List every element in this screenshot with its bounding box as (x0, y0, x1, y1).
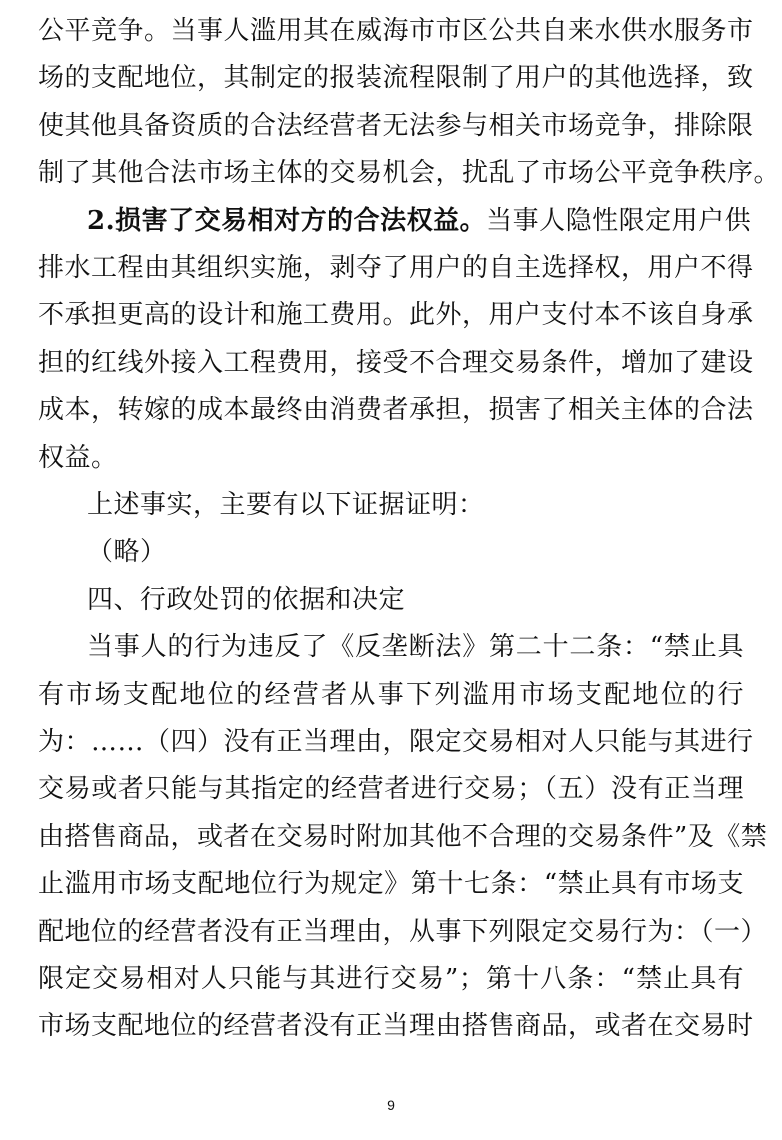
paragraph-line: 排水工程由其组织实施，剥夺了用户的自主选择权，用户不得 (38, 253, 754, 283)
paragraph-line: 担的红线外接入工程费用，接受不合理交易条件，增加了建设 (38, 347, 754, 378)
page-number: 9 (387, 1097, 395, 1113)
section-heading: 四、行政处罚的依据和决定 (87, 584, 406, 615)
paragraph-line: 止滥用市场支配地位行为规定》第十七条：“禁止具有市场支 (38, 869, 744, 900)
paragraph-line: 制了其他合法市场主体的交易机会，扰乱了市场公平竞争秩序。 (38, 158, 781, 189)
paragraph-line: 当事人的行为违反了《反垄断法》第二十二条：“禁止具 (87, 632, 744, 663)
paragraph-line: 交易或者只能与其指定的经营者进行交易；（五）没有正当理 (38, 774, 744, 805)
paragraph-line: 权益。 (38, 442, 118, 473)
paragraph-line: 配地位的经营者没有正当理由，从事下列限定交易行为：（一） (38, 916, 768, 947)
paragraph-line: 不承担更高的设计和施工费用。此外，用户支付本不该自身承 (38, 300, 754, 331)
paragraph-line: 限定交易相对人只能与其进行交易”；第十八条：“禁止具有 (38, 964, 744, 994)
section-2-first-line (87, 198, 752, 245)
evidence-intro: 上述事实，主要有以下证据证明： (87, 490, 485, 520)
paragraph-line: 由搭售商品，或者在交易时附加其他不合理的交易条件”及《禁 (38, 821, 768, 852)
paragraph-line: 有市场支配地位的经营者从事下列滥用市场支配地位的行 (38, 679, 744, 710)
evidence-omitted: （略） (87, 537, 167, 568)
section-2-heading: 2.损害了交易相对方的合法权益。 (87, 205, 487, 236)
paragraph-line: 场的支配地位，其制定的报装流程限制了用户的其他选择，致 (38, 63, 754, 94)
paragraph-line: 为：……（四）没有正当理由，限定交易相对人只能与其进行 (38, 727, 754, 757)
paragraph-line: 市场支配地位的经营者没有正当理由搭售商品，或者在交易时 (38, 1011, 754, 1042)
section-2-first-line-text: 当事人隐性限定用户供 (486, 205, 752, 236)
paragraph-line: 使其他具备资质的合法经营者无法参与相关市场竞争，排除限 (38, 110, 754, 141)
paragraph-line: 成本，转嫁的成本最终由消费者承担，损害了相关主体的合法 (38, 395, 754, 426)
paragraph-line: 公平竞争。当事人滥用其在威海市市区公共自来水供水服务市 (38, 16, 754, 46)
